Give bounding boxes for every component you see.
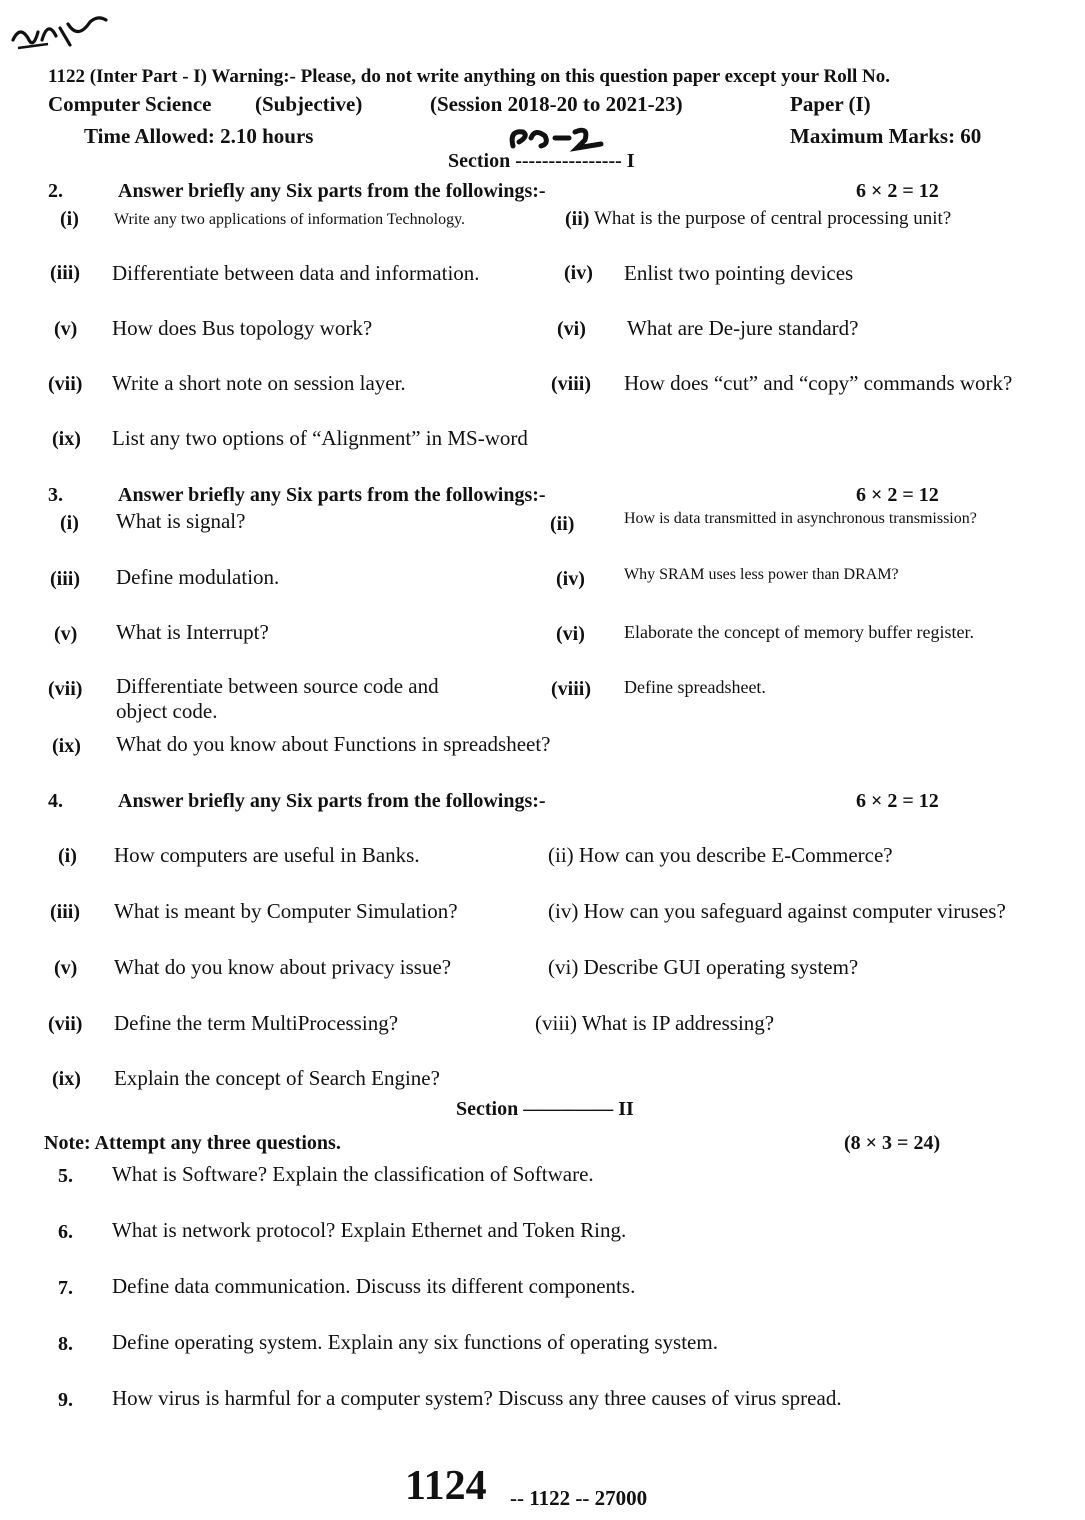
long-question-number: 6. (58, 1221, 73, 1243)
q4-part-text: What do you know about privacy issue? (114, 955, 452, 979)
q2-number: 2. (48, 180, 63, 202)
q4-part-text: How computers are useful in Banks. (114, 843, 420, 867)
q2-part-text: How does “cut” and “copy” commands work? (624, 371, 1013, 395)
q2-part-label: (vi) (557, 318, 586, 340)
q2-part-text: How does Bus topology work? (112, 316, 373, 340)
footer-paper-code: 1124 (405, 1463, 487, 1509)
q3-part-text: Differentiate between source code and (116, 674, 439, 698)
q3-part-label: (ii) (550, 513, 575, 535)
q2-part-text: Differentiate between data and information. (112, 261, 480, 285)
long-question-text: Define operating system. Explain any six functions of operating system. (112, 1330, 718, 1354)
q4-part-label: (iii) (50, 901, 80, 923)
q3-part-label: (viii) (551, 678, 591, 700)
long-question-text: What is Software? Explain the classification of Software. (112, 1162, 594, 1186)
q2-part-text: List any two options of “Alignment” in MS-word (112, 426, 528, 450)
q3-part-text: What is Interrupt? (116, 620, 269, 644)
q3-part-text: How is data transmitted in asynchronous transmission? (624, 510, 977, 527)
subject: Computer Science (48, 92, 212, 116)
q3-part-label: (ix) (52, 735, 81, 757)
q3-part-text: Why SRAM uses less power than DRAM? (624, 566, 899, 583)
q4-title: Answer briefly any Six parts from the followings:- (118, 790, 546, 812)
q3-part-text: Define spreadsheet. (624, 677, 766, 697)
section-2-marks: (8 × 3 = 24) (844, 1132, 941, 1154)
q2-part-label: (vii) (48, 373, 83, 395)
long-question-text: What is network protocol? Explain Ethernet and Token Ring. (112, 1218, 627, 1242)
q3-number: 3. (48, 484, 63, 506)
q4-part-text: (viii) What is IP addressing? (535, 1011, 775, 1035)
q3-part-label: (iii) (50, 568, 80, 590)
q3-part-label: (iv) (556, 568, 585, 590)
paper-number: Paper (I) (790, 92, 871, 116)
q2-title: Answer briefly any Six parts from the followings:- (118, 180, 546, 202)
q3-part-label: (vii) (48, 678, 83, 700)
long-question-number: 5. (58, 1165, 73, 1187)
q3-part-label: (i) (60, 512, 79, 534)
q2-part-text: What is the purpose of central processing unit? (594, 208, 952, 229)
long-question-text: Define data communication. Discuss its different components. (112, 1274, 636, 1298)
long-question-number: 8. (58, 1333, 73, 1355)
q2-part-text: Write any two applications of information Technology. (114, 211, 466, 228)
q4-part-text: (ii) How can you describe E-Commerce? (548, 843, 893, 867)
q4-part-text: Define the term MultiProcessing? (114, 1011, 399, 1035)
section-1-title: Section ---------------- I (448, 150, 635, 172)
q4-part-text: (iv) How can you safeguard against computer viruses? (548, 899, 1006, 923)
q4-part-text: (vi) Describe GUI operating system? (548, 955, 859, 979)
q2-part-label: (ii) (565, 208, 590, 230)
q2-part-label: (i) (60, 208, 79, 230)
q4-number: 4. (48, 790, 63, 812)
maximum-marks: Maximum Marks: 60 (790, 124, 982, 148)
q2-part-label: (viii) (551, 373, 591, 395)
q4-part-label: (vii) (48, 1013, 83, 1035)
q4-part-label: (i) (58, 845, 77, 867)
q3-part-label: (v) (54, 623, 78, 645)
handwritten-signature (8, 10, 118, 60)
q3-title: Answer briefly any Six parts from the followings:- (118, 484, 546, 506)
long-question-number: 7. (58, 1277, 73, 1299)
q2-part-text: Enlist two pointing devices (624, 261, 854, 285)
q3-part-text: Elaborate the concept of memory buffer register. (624, 622, 975, 642)
q3-part-text-cont: object code. (116, 699, 218, 723)
q3-marks: 6 × 2 = 12 (856, 484, 939, 506)
exam-type: (Subjective) (255, 92, 363, 116)
time-allowed: Time Allowed: 2.10 hours (84, 124, 314, 148)
q2-part-label: (iii) (50, 262, 80, 284)
q4-marks: 6 × 2 = 12 (856, 790, 939, 812)
section-2-title: Section ——–—–– II (456, 1098, 634, 1120)
q3-part-text: What do you know about Functions in spreadsheet? (116, 732, 551, 756)
q2-part-label: (v) (54, 318, 78, 340)
section-2-note: Note: Attempt any three questions. (44, 1132, 341, 1154)
q3-part-label: (vi) (556, 623, 585, 645)
long-question-text: How virus is harmful for a computer system? Discuss any three causes of virus spread. (112, 1386, 842, 1410)
q2-part-label: (ix) (52, 428, 81, 450)
session: (Session 2018-20 to 2021-23) (430, 92, 683, 116)
header-warning: 1122 (Inter Part - I) Warning:- Please, do not write anything on this question paper except your Roll No. (48, 66, 890, 87)
q2-part-text: What are De-jure standard? (627, 316, 859, 340)
q4-part-text: Explain the concept of Search Engine? (114, 1066, 440, 1090)
q4-part-label: (ix) (52, 1068, 81, 1090)
q2-part-text: Write a short note on session layer. (112, 371, 406, 395)
q4-part-text: What is meant by Computer Simulation? (114, 899, 458, 923)
long-question-number: 9. (58, 1389, 73, 1411)
q2-part-label: (iv) (564, 262, 593, 284)
footer-codes: -- 1122 -- 27000 (510, 1486, 648, 1510)
q2-marks: 6 × 2 = 12 (856, 180, 939, 202)
q3-part-text: Define modulation. (116, 565, 280, 589)
q4-part-label: (v) (54, 957, 78, 979)
q3-part-text: What is signal? (116, 509, 246, 533)
